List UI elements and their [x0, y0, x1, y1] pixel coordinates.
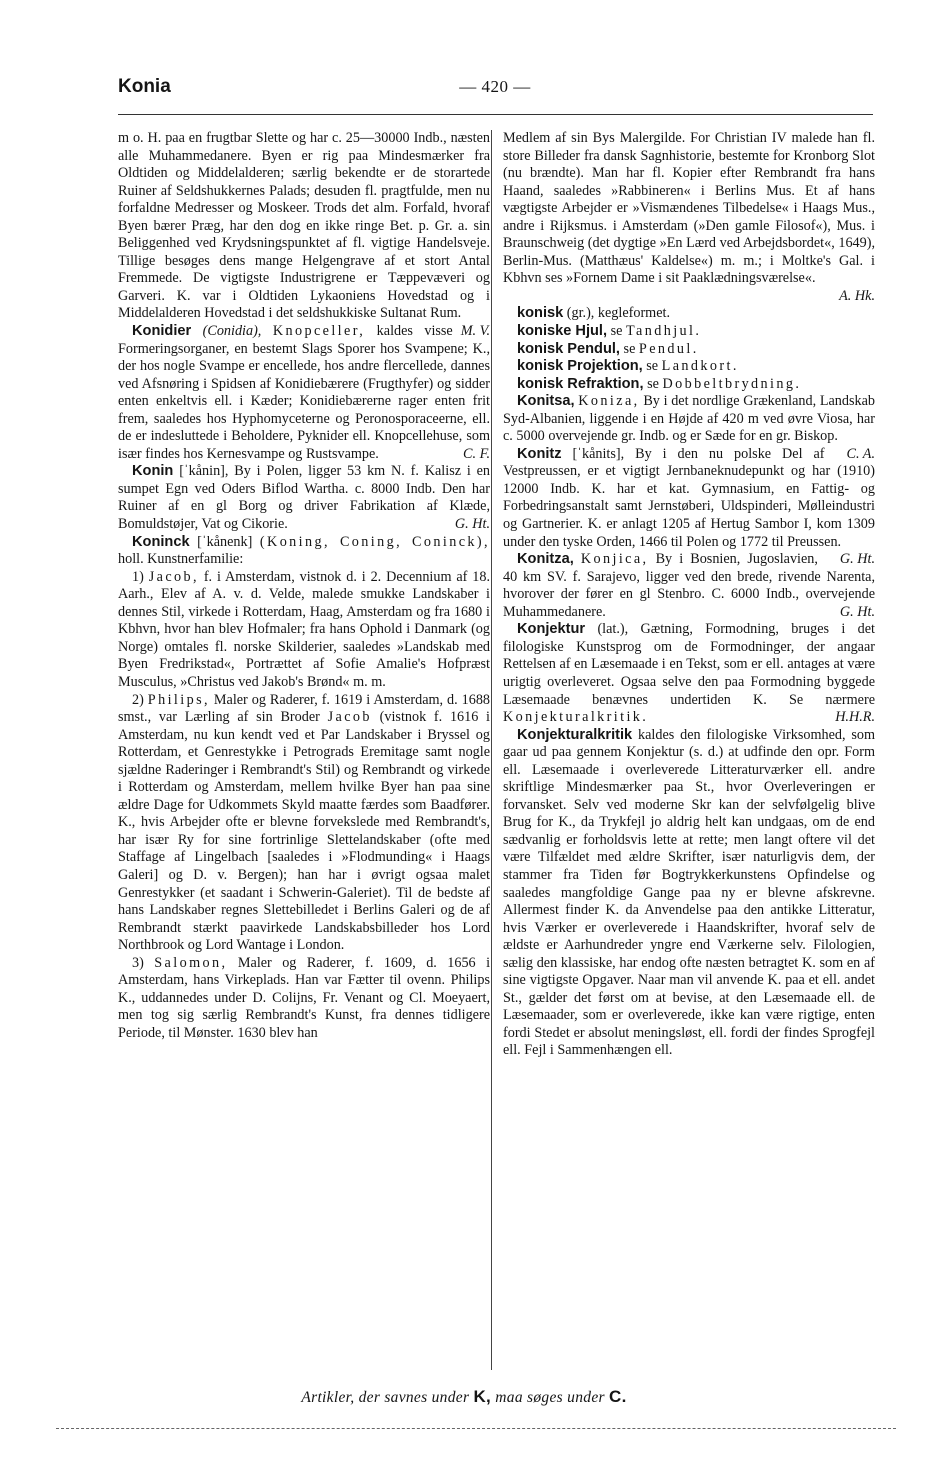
entry-term: Konitz — [517, 445, 562, 462]
entry-term: koniske Hjul, — [517, 323, 608, 340]
footer-text: Artikler, der savnes under — [301, 1389, 470, 1406]
latin-term: (Conidia), — [202, 323, 262, 340]
entry-konjekturalkritik — [503, 727, 875, 1060]
cross-reference: Landkort. — [661, 358, 739, 375]
spaced-term: Koniza, — [578, 393, 640, 410]
page-header — [118, 76, 872, 102]
subentry-salomon — [118, 955, 490, 1043]
entry-koniske-hjul — [503, 323, 875, 341]
entry-konisk-projektion — [503, 358, 875, 376]
entry-text: (lat.), Gætning, Formodning, bruges i det filologiske Kunstsprog om de Formodninger, der angaar Rettelsen af en Læsemaade i en Tekst, som er ell. antages at være urigtig overleveret. Ogsaa selve den paa Formodning byggede Læsemaade benævnes undertiden K. Se nærmere — [503, 621, 875, 708]
entry-text: kaldes den filologiske Virksomhed, som gaar ud paa gennem Konjektur (s. d.) at udfinde den opr. Form ell. Læsemaade i overleverede Litteraturværker ell. andre skriftlige Mindesmærker paa St., hvor Overleveringen er forvansket. Selv ved moderne Skr kan der selvfølgelig blive Brug for K., da Trykfejl jo aldrig helt kan undgaas, om de end sædvanlig er forholdsvis lette at rette; men langt oftere vil det være Tilfældet med ældre Skrifter, især naturligvis dem, der stammer fra Tiden før Bogtrykkerkunstens Opfindelse og saaledes mangfoldige Gange paa ny er blevne afskrevne. Allermest finder K. da Anvendelse paa den antikke Litteratur, hvis Værker er overleverede i Haandskrifter, hvoraf selv de ældste er Aarhundreder yngre end Værkerne selv. Filologien, sælig den klassiske, har endog ofte næsten betragtet K. som en af sine vigtigste Opgaver. Naar man vil anvende K. paa et ell. andet St., gælder det først om at bevise, at den Læsemaade ell. de Læsemaader, som er overleverede, ikke kan være rigtige, enten fordi Stedet er absolut meningsløst, ell. fordi der findes Sprogfejl ell. Fejl i Sammenhængen ell. — [503, 726, 875, 1059]
subentry-text: Maler og Raderer, f. 1619 i Amsterdam, d. 1688 smst., var Lærling af sin Broder — [118, 691, 491, 726]
entry-text: By i Bosnien, Jugoslavien, 40 km SV. f. Sarajevo, ligger ved den brede, rivende Narenta, hvorover der fører en gl Stenbro. C. 6000 Indb., overvejende Muhammedanere. — [503, 551, 875, 620]
entry-text: [ˈkånin], By i Polen, ligger 53 km N. f. Kalisz i en sumpet Egn ved Oders Biflod Wartha. c. 8000 Indb. Den har Ruiner af en gl Borg og driver Fabrikation af Klæde, Bomuldstøjer, Vat og Cikorie. — [118, 463, 491, 533]
entry-konjektur — [503, 621, 875, 726]
see-word: se — [647, 375, 659, 392]
spaced-term: Konjica, — [580, 551, 649, 568]
subentry-text: (vistnok f. 1616 i Amsterdam, nu kun kendt ved et Par Landskaber i Bryssel og Rotterdam, et Genrestykke i Petrograds Eremitage samt nogle sjældne Raderinger i Rembrandt's Stil) og Rembrandt og virkede i Rotterdam og Amsterdam, mellem hvilke Byer han paa sine ældre Dage for Udkommets Skyld maatte færdes som Baadfører. K., hvis Arbejder ofte er blevne forvekslede med Rembrandt's, har især Ry for sine fortrinlige Slettelandskaber (ofte med Staffage af Lingelbach [saaledes i »Flodmunding« i Haags Galeri] og D. v. Bergen); han har i øvrigt ogsaa malet Genrestykker (et saadant i Schwerin-Galeriet). Til de bedste af hans Landskaber regnes Slettebilledet i Berlins Galeri og de af Rembrandt stærkt paavirkede Landskabsbilleder hos Lord Northbrook og Lord Wantage i London. — [118, 709, 491, 954]
entry-term: Konjekturalkritik — [517, 726, 633, 743]
signature: G. Ht. — [839, 603, 875, 620]
subentry-number: 2) — [132, 691, 144, 708]
subentry-philips — [118, 692, 490, 955]
cross-reference: Dobbeltbrydning. — [662, 375, 802, 392]
entry-konisk-pendul — [503, 341, 875, 359]
entry-text: Medlem af sin Bys Malergilde. For Christian IV malede han fl. store Billeder fra dansk Sagnhistorie, bestemte for Kronborg Slot (nu brændte). Man har fl. Kopier efter Rembrandt fra hans Haand, saaledes »Rabbineren« i Berlins Mus. Et af hans vægtigste Arbejder er »Vismændenes Tilbedelse« i Haags Mus., andre i Rijksmus. i Amsterdam (»Den gamle Filosof«), Mus. i Braunschweig (det dygtige »En Lærd ved Arbejdsbordet«, 1649), Berlin-Mus. (Matthæus' Kaldelse«) m. m.; i Moltke's Gal. i Kbhvn ses »Fornem Dame i sit Paaklædningsværelse«. — [503, 130, 875, 287]
footer-text: maa søges under — [495, 1389, 605, 1406]
entry-text: kaldes visse Formeringsorganer, en bestemt Slags Sporer hos Svampene; K., der hos nogle Svampe er encellede, hos andre flercellede, dannes ved Afsnøring i Spidsen af Konidiebærere (Frugthyfer) og sidder enten enkeltvis ell. i Kæder; Konidiebærerne rager enten frit frem, saaledes hos Hyphomyceterne og Peronosporaceerne, ell. de er indesluttede i Beholdere, Pyknider ell. Knopcellehuse, som især findes hos Kernesvampe og Rustsvampe. — [118, 323, 490, 462]
signature: C. F. — [463, 445, 490, 462]
entry-koninck — [118, 534, 490, 569]
entry-konidier — [118, 323, 490, 463]
entry-term: Konidier — [132, 323, 192, 340]
footer-letter-c: C. — [609, 1387, 627, 1406]
cross-reference: Pendul. — [638, 340, 699, 357]
pronunciation: [ˈkånenk] — [197, 533, 253, 550]
spaced-term: Knopceller, — [272, 323, 366, 340]
entry-term: konisk Pendul, — [517, 340, 620, 357]
entry-term: Konitza, — [517, 551, 574, 568]
subentry-number: 3) — [132, 954, 144, 971]
signature: G. Ht. — [839, 551, 875, 568]
running-head-word: Konia — [118, 76, 171, 97]
spaced-name: Philips, — [147, 691, 210, 708]
signature: H.H.R. — [835, 709, 875, 726]
entry-text: [ˈkånits], By i den nu polske Del af Vestpreussen, er et vigtigt Jernbaneknudepunkt og har (1910) 12000 Indb. K. har et kat. Gymnasium, en Fattig- og Forbedringsanstalt samt Jernstøberi, Uldspinderi, Mølleindustri og Gartnerier. K. er anlagt 1205 af Hertug Sambor I, kom 1309 under den tyske Orden, 1466 til Polen og 1772 til Preussen. — [503, 445, 875, 550]
spaced-name: Jacob — [327, 709, 372, 726]
subentry-jacob — [118, 569, 490, 692]
entry-term: Konin — [132, 463, 174, 480]
entry-konisk-refraktion — [503, 376, 875, 394]
spaced-name: Jacob, — [148, 568, 199, 585]
entry-text: (gr.), kegleformet. — [566, 305, 670, 322]
footer-note — [0, 1387, 928, 1407]
cross-reference: Tandhjul. — [625, 323, 702, 340]
bottom-rule — [56, 1428, 896, 1429]
entry-term: Konjektur — [517, 621, 586, 638]
see-word: se — [646, 358, 659, 375]
subentry-text: f. i Amsterdam, vistnok d. i 2. Decennium af 18. Aarh., Elev af A. v. d. Velde, malede smukke Landskaber i dennes Stil, virkede i Rotterdam, Haag, Amsterdam og fra 1680 i Kbhvn, hvor han blev Hofmaler; fra hans Ophold i Danmark (og Norge) omtales fl. norske Skilderier, saaledes »Landskab med Byen Fredrikstad«, Portrættet af Sofie Amalie's Hofpræst Musculus, »Christus ved Jakob's Brønd« m. m. — [118, 568, 491, 690]
signature: M. V. — [460, 323, 490, 340]
entry-konisk — [503, 305, 875, 323]
column-divider — [491, 130, 492, 1370]
signature: G. Ht. — [454, 516, 490, 533]
subentry-text: Maler og Raderer, f. 1609, d. 1656 i Amsterdam, hans Virkeplads. Han var Fætter til ovenn. Philips K., uddannedes under D. Colijns, Fr. Venant og Cl. Moeyaert, men tog sig særlig Rembrandt's Kunst, fra dennes tidligere Periode, til Mønster. 1630 blev han — [118, 954, 491, 1041]
footer-letter-k: K, — [473, 1387, 492, 1406]
cross-reference: Konjekturalkritik. — [503, 709, 649, 726]
entry-term: konisk — [517, 305, 564, 322]
subentry-number: 1) — [132, 568, 144, 585]
entry-term: Koninck — [132, 533, 190, 550]
spaced-term: (Koning, Coning, Coninck), — [259, 533, 491, 550]
signature: C. A. — [846, 445, 875, 462]
entry-term: Konitsa, — [517, 393, 575, 410]
entry-konin — [118, 463, 490, 533]
entry-term: konisk Refraktion, — [517, 375, 644, 392]
spaced-name: Salomon, — [154, 954, 228, 971]
right-column — [503, 130, 875, 1060]
salomon-continued-paragraph — [503, 130, 875, 288]
page-number: — 420 — — [459, 77, 531, 96]
left-column — [118, 130, 490, 1042]
entry-term: konisk Projektion, — [517, 358, 643, 375]
see-word: se — [623, 340, 636, 357]
header-rule — [118, 114, 873, 115]
konia-text: m o. H. paa en frugtbar Slette og har c. 25—30000 Indb., næsten alle Muhammedanere. Byen er rig paa Mindesmærker fra Oldtiden og Middelalderen; særlig bekendte er de storartede Ruiner af Seldshukkernes Palads; desuden fl. pragtfulde, men nu forfaldne Medresser og Moskeer. Trods det alm. Forfald, hvoraf Byen bærer Præg, har den dog en ikke ringe Bet. p. Gr. a. sin Beliggenhed ved Krydsningspunktet af fl. vigtige Handelsveje. Tillige besøges dens mange Helgengrave af et stort Antal Fremmede. De vigtigste Industrigrene er Tæppevæveri og Garveri. K. var i Oldtiden Lykaoniens Hovedstad og i Middelalderen Hovedstad i det seldshukkiske Sultanat Rum. — [118, 130, 490, 322]
see-word: se — [610, 323, 623, 340]
signature: A. Hk. — [839, 287, 875, 304]
entry-text: holl. Kunstnerfamilie: — [118, 551, 244, 568]
entry-text: By i det nordlige Grækenland, Landskab Syd-Albanien, liggende i en Højde af 420 m ved øvre Viosa, har c. 5000 overvejende gr. Indb. og er Sæde for en gr. Biskop. — [503, 393, 875, 445]
